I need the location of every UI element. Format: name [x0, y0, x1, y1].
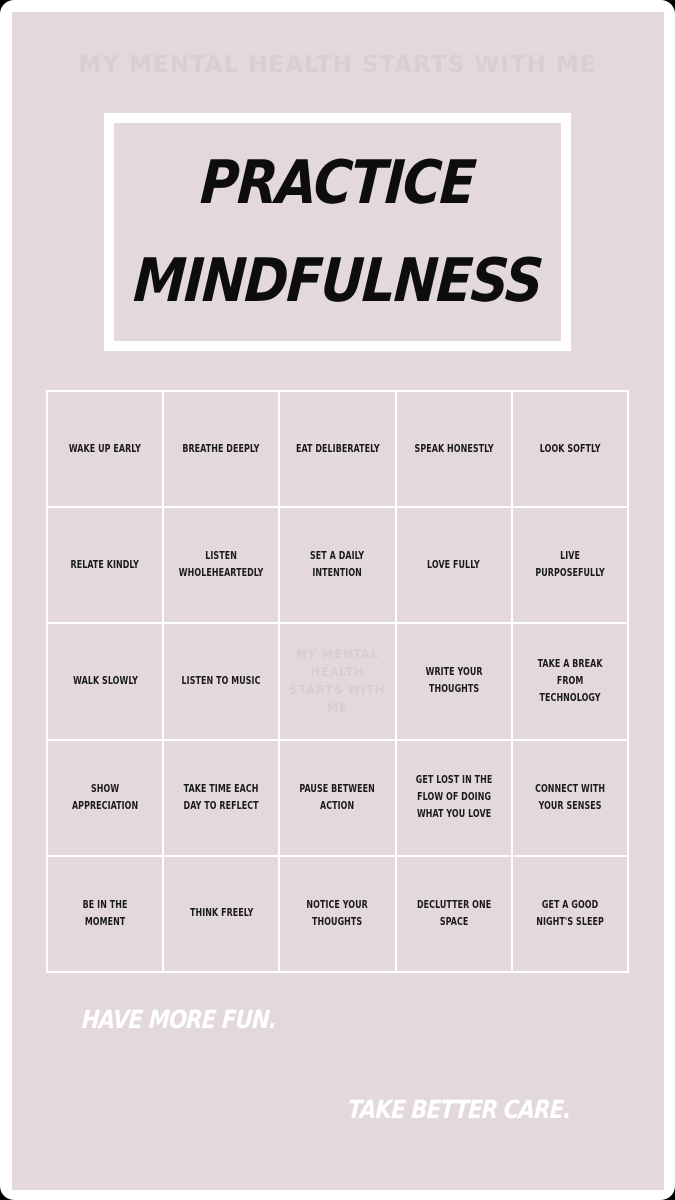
grid-cell — [396, 391, 512, 507]
cell-label: SPEAK HONESTLY — [414, 442, 494, 455]
free-space-cell — [279, 623, 395, 739]
grid-cell — [279, 391, 395, 507]
grid-cell — [163, 623, 279, 739]
cell-label: BREATHE DEEPLY — [182, 442, 260, 455]
grid-cell — [396, 623, 512, 739]
grid-cell — [163, 740, 279, 856]
grid-cell — [396, 856, 512, 972]
header-watermark: MY MENTAL HEALTH STARTS WITH ME — [78, 52, 597, 78]
slogan-take-better-care: TAKE BETTER CARE. — [347, 1095, 572, 1124]
cell-label: LOVE FULLY — [427, 558, 481, 571]
cell-label: DECLUTTER ONE SPACE — [416, 898, 491, 928]
grid-cell — [47, 856, 163, 972]
grid-cell — [163, 507, 279, 623]
title-line-2: MINDFULNESS — [131, 246, 544, 316]
cell-label: SET A DAILY INTENTION — [310, 550, 365, 580]
grid-cell — [47, 623, 163, 739]
grid-cell — [47, 507, 163, 623]
cell-label: WRITE YOUR THOUGHTS — [425, 666, 483, 696]
cell-label: RELATE KINDLY — [70, 558, 140, 571]
cell-label: BE IN THE MOMENT — [82, 898, 128, 928]
cell-label: PAUSE BETWEEN ACTION — [299, 782, 376, 812]
grid-cell — [512, 856, 628, 972]
slogan-have-more-fun: HAVE MORE FUN. — [81, 1005, 278, 1034]
grid-cell — [279, 856, 395, 972]
cell-label: GET LOST IN THE FLOW OF DOING WHAT YOU LOVE — [415, 774, 492, 821]
cell-label: TAKE TIME EACH DAY TO REFLECT — [183, 782, 259, 812]
cell-label: GET A GOOD NIGHT'S SLEEP — [536, 898, 604, 928]
grid-cell — [47, 740, 163, 856]
grid-cell — [279, 740, 395, 856]
grid-cell — [396, 740, 512, 856]
grid-cell — [512, 623, 628, 739]
grid-cell — [163, 856, 279, 972]
bingo-grid — [46, 390, 629, 973]
grid-cell — [163, 391, 279, 507]
free-space-watermark: MY MENTAL HEALTH STARTS WITH ME — [289, 646, 386, 716]
cell-label: CONNECT WITH YOUR SENSES — [534, 782, 605, 812]
cell-label: LISTEN TO MUSIC — [181, 674, 261, 687]
title-box — [104, 113, 571, 351]
grid-cell — [396, 507, 512, 623]
cell-label: NOTICE YOUR THOUGHTS — [306, 898, 369, 928]
cell-label: EAT DELIBERATELY — [295, 442, 380, 455]
grid-cell — [512, 507, 628, 623]
grid-cell — [512, 740, 628, 856]
cell-label: LIVE PURPOSEFULLY — [535, 550, 605, 580]
title-line-1: PRACTICE — [198, 148, 477, 218]
cell-label: WALK SLOWLY — [72, 674, 138, 687]
cell-label: LISTEN WHOLEHEARTEDLY — [178, 550, 264, 580]
grid-cell — [279, 507, 395, 623]
cell-label: TAKE A BREAK FROM TECHNOLOGY — [537, 657, 603, 704]
grid-cell — [512, 391, 628, 507]
cell-label: LOOK SOFTLY — [539, 442, 601, 455]
grid-cell — [47, 391, 163, 507]
cell-label: THINK FREELY — [189, 907, 253, 920]
cell-label: SHOW APPRECIATION — [71, 782, 139, 812]
cell-label: WAKE UP EARLY — [69, 442, 142, 455]
